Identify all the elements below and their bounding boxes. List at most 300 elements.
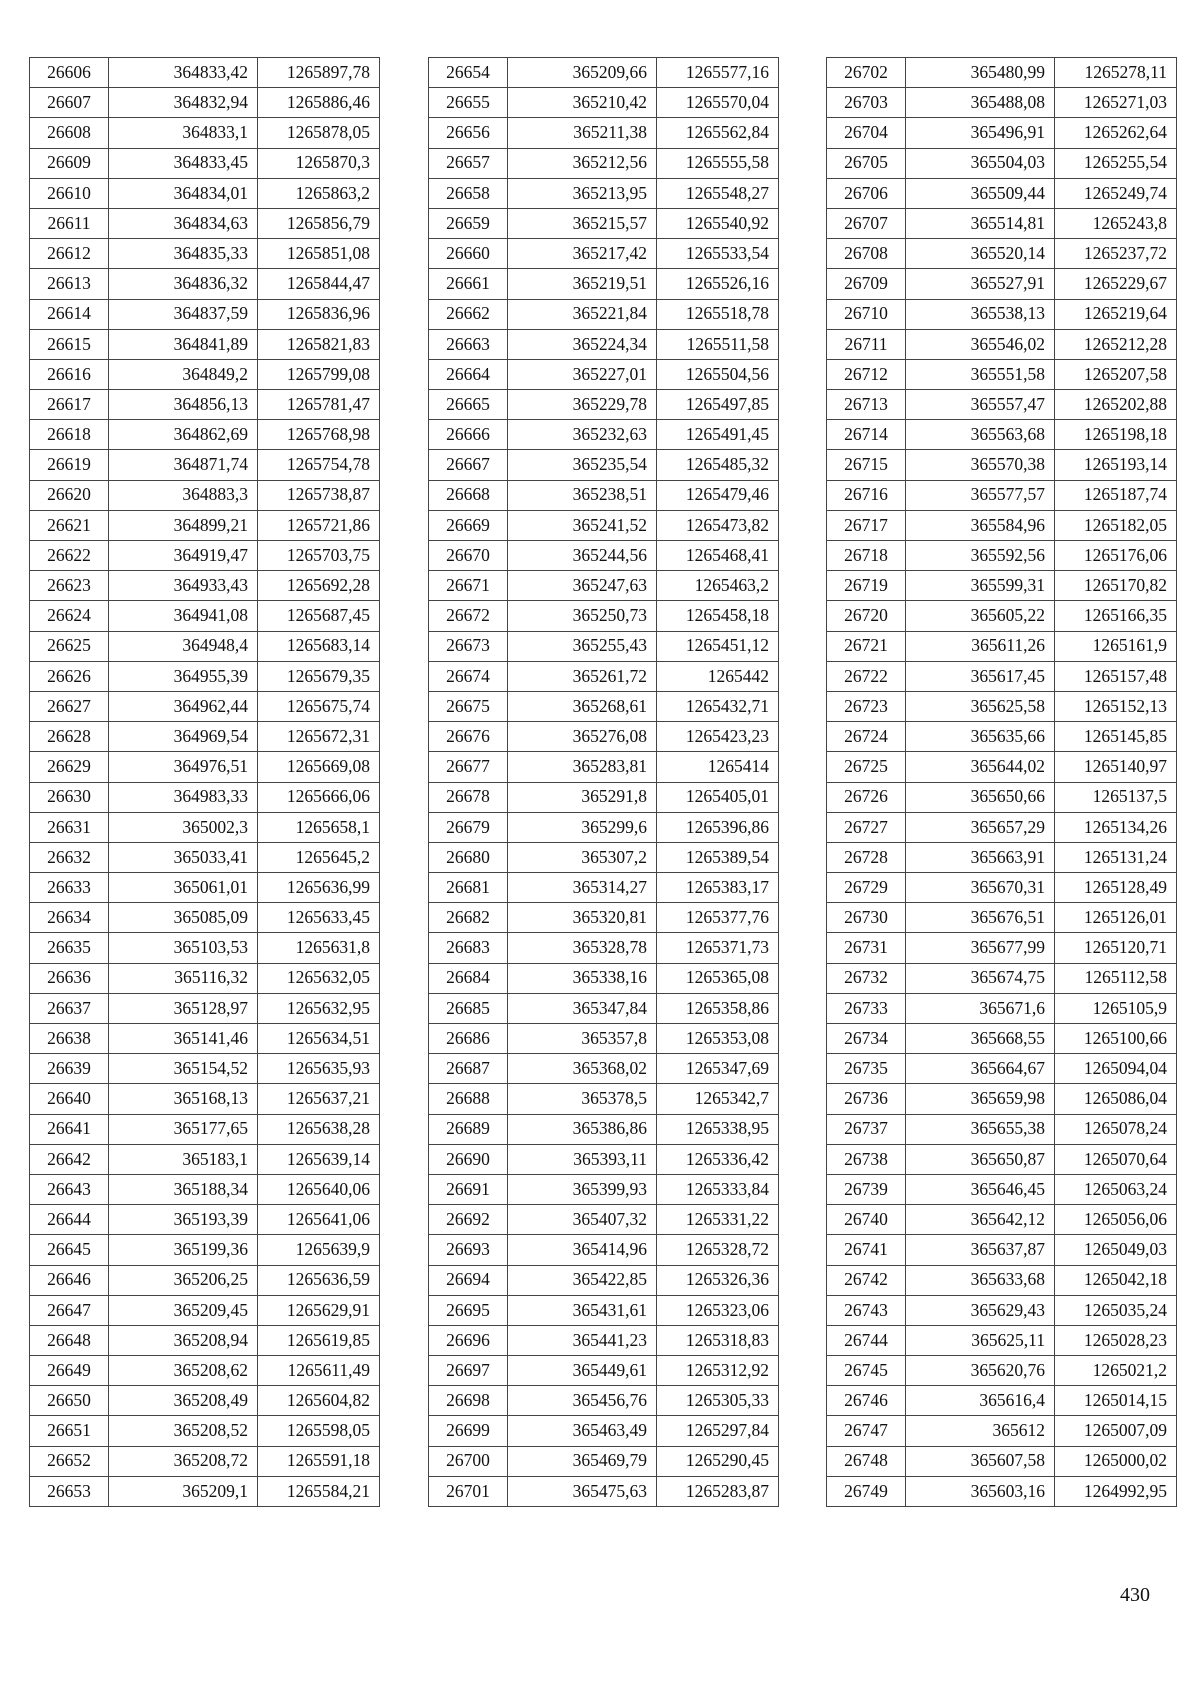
table-row	[429, 148, 779, 178]
table-row	[429, 752, 779, 782]
x-coordinate-cell: 365224,34	[508, 329, 657, 359]
point-number-cell: 26744	[827, 1325, 906, 1355]
x-coordinate-cell: 365504,03	[906, 148, 1055, 178]
x-coordinate-cell: 365546,02	[906, 329, 1055, 359]
x-coordinate-cell: 365209,45	[109, 1295, 258, 1325]
x-coordinate-cell: 365199,36	[109, 1235, 258, 1265]
x-coordinate-cell: 364871,74	[109, 450, 258, 480]
y-coordinate-cell: 1265229,67	[1055, 269, 1177, 299]
point-number-cell: 26662	[429, 299, 508, 329]
table-row	[827, 571, 1177, 601]
table-row	[429, 873, 779, 903]
x-coordinate-cell: 365227,01	[508, 359, 657, 389]
y-coordinate-cell: 1265451,12	[657, 631, 779, 661]
y-coordinate-cell: 1265342,7	[657, 1084, 779, 1114]
point-number-cell: 26702	[827, 58, 906, 88]
point-number-cell: 26664	[429, 359, 508, 389]
point-number-cell: 26707	[827, 208, 906, 238]
x-coordinate-cell: 364837,59	[109, 299, 258, 329]
point-number-cell: 26670	[429, 541, 508, 571]
table-row	[30, 420, 380, 450]
table-row	[827, 782, 1177, 812]
x-coordinate-cell: 364899,21	[109, 510, 258, 540]
point-number-cell: 26672	[429, 601, 508, 631]
y-coordinate-cell: 1265577,16	[657, 58, 779, 88]
table-row	[429, 239, 779, 269]
point-number-cell: 26738	[827, 1144, 906, 1174]
point-number-cell: 26716	[827, 480, 906, 510]
x-coordinate-cell: 365221,84	[508, 299, 657, 329]
x-coordinate-cell: 364833,1	[109, 118, 258, 148]
x-coordinate-cell: 365616,4	[906, 1386, 1055, 1416]
y-coordinate-cell: 1265338,95	[657, 1114, 779, 1144]
table-row	[429, 691, 779, 721]
y-coordinate-cell: 1265070,64	[1055, 1144, 1177, 1174]
x-coordinate-cell: 365208,94	[109, 1325, 258, 1355]
y-coordinate-cell: 1265632,05	[258, 963, 380, 993]
x-coordinate-cell: 365154,52	[109, 1054, 258, 1084]
x-coordinate-cell: 365612	[906, 1416, 1055, 1446]
y-coordinate-cell: 1265468,41	[657, 541, 779, 571]
y-coordinate-cell: 1265105,9	[1055, 993, 1177, 1023]
y-coordinate-cell: 1265152,13	[1055, 691, 1177, 721]
table-row	[429, 812, 779, 842]
y-coordinate-cell: 1265126,01	[1055, 903, 1177, 933]
y-coordinate-cell: 1265675,74	[258, 691, 380, 721]
table-row	[429, 1265, 779, 1295]
table-row	[827, 510, 1177, 540]
y-coordinate-cell: 1265641,06	[258, 1205, 380, 1235]
y-coordinate-cell: 1265383,17	[657, 873, 779, 903]
point-number-cell: 26718	[827, 541, 906, 571]
point-number-cell: 26709	[827, 269, 906, 299]
table-row	[827, 480, 1177, 510]
point-number-cell: 26685	[429, 993, 508, 1023]
table-row	[429, 963, 779, 993]
x-coordinate-cell: 365232,63	[508, 420, 657, 450]
point-number-cell: 26648	[30, 1325, 109, 1355]
table-row	[827, 661, 1177, 691]
point-number-cell: 26669	[429, 510, 508, 540]
point-number-cell: 26726	[827, 782, 906, 812]
point-number-cell: 26674	[429, 661, 508, 691]
x-coordinate-cell: 365307,2	[508, 842, 657, 872]
point-number-cell: 26693	[429, 1235, 508, 1265]
table-row	[30, 571, 380, 601]
point-number-cell: 26621	[30, 510, 109, 540]
x-coordinate-cell: 364955,39	[109, 661, 258, 691]
y-coordinate-cell: 1265078,24	[1055, 1114, 1177, 1144]
table-row	[827, 1084, 1177, 1114]
y-coordinate-cell: 1265687,45	[258, 601, 380, 631]
x-coordinate-cell: 364941,08	[109, 601, 258, 631]
point-number-cell: 26608	[30, 118, 109, 148]
y-coordinate-cell: 1265120,71	[1055, 933, 1177, 963]
table-row	[827, 1446, 1177, 1476]
table-row	[429, 299, 779, 329]
table-row	[30, 450, 380, 480]
point-number-cell: 26623	[30, 571, 109, 601]
point-number-cell: 26714	[827, 420, 906, 450]
x-coordinate-cell: 365605,22	[906, 601, 1055, 631]
point-number-cell: 26720	[827, 601, 906, 631]
point-number-cell: 26611	[30, 208, 109, 238]
point-number-cell: 26638	[30, 1024, 109, 1054]
table-row	[827, 873, 1177, 903]
y-coordinate-cell: 1265198,18	[1055, 420, 1177, 450]
table-row	[30, 208, 380, 238]
table-row	[429, 208, 779, 238]
point-number-cell: 26635	[30, 933, 109, 963]
point-number-cell: 26706	[827, 178, 906, 208]
x-coordinate-cell: 364883,3	[109, 480, 258, 510]
point-number-cell: 26619	[30, 450, 109, 480]
point-number-cell: 26668	[429, 480, 508, 510]
y-coordinate-cell: 1265312,92	[657, 1356, 779, 1386]
table-row	[429, 1084, 779, 1114]
point-number-cell: 26640	[30, 1084, 109, 1114]
y-coordinate-cell: 1265611,49	[258, 1356, 380, 1386]
y-coordinate-cell: 1265540,92	[657, 208, 779, 238]
point-number-cell: 26677	[429, 752, 508, 782]
y-coordinate-cell: 1265166,35	[1055, 601, 1177, 631]
point-number-cell: 26606	[30, 58, 109, 88]
point-number-cell: 26625	[30, 631, 109, 661]
table-row	[429, 661, 779, 691]
point-number-cell: 26735	[827, 1054, 906, 1084]
point-number-cell: 26737	[827, 1114, 906, 1144]
point-number-cell: 26641	[30, 1114, 109, 1144]
coordinate-table-2	[428, 57, 779, 1507]
point-number-cell: 26676	[429, 722, 508, 752]
y-coordinate-cell: 1265042,18	[1055, 1265, 1177, 1295]
y-coordinate-cell: 1265754,78	[258, 450, 380, 480]
point-number-cell: 26654	[429, 58, 508, 88]
point-number-cell: 26658	[429, 178, 508, 208]
x-coordinate-cell: 365320,81	[508, 903, 657, 933]
point-number-cell: 26653	[30, 1476, 109, 1506]
x-coordinate-cell: 365209,66	[508, 58, 657, 88]
x-coordinate-cell: 365456,76	[508, 1386, 657, 1416]
point-number-cell: 26727	[827, 812, 906, 842]
x-coordinate-cell: 365244,56	[508, 541, 657, 571]
y-coordinate-cell: 1265458,18	[657, 601, 779, 631]
table-row	[827, 420, 1177, 450]
y-coordinate-cell: 1265633,45	[258, 903, 380, 933]
y-coordinate-cell: 1265207,58	[1055, 359, 1177, 389]
point-number-cell: 26651	[30, 1416, 109, 1446]
point-number-cell: 26610	[30, 178, 109, 208]
table-row	[30, 752, 380, 782]
table-row	[827, 1054, 1177, 1084]
point-number-cell: 26724	[827, 722, 906, 752]
table-row	[429, 480, 779, 510]
table-row	[429, 450, 779, 480]
point-number-cell: 26630	[30, 782, 109, 812]
y-coordinate-cell: 1265193,14	[1055, 450, 1177, 480]
table-row	[827, 359, 1177, 389]
y-coordinate-cell: 1265134,26	[1055, 812, 1177, 842]
point-number-cell: 26739	[827, 1174, 906, 1204]
y-coordinate-cell: 1265604,82	[258, 1386, 380, 1416]
x-coordinate-cell: 365188,34	[109, 1174, 258, 1204]
point-number-cell: 26733	[827, 993, 906, 1023]
table-row	[30, 58, 380, 88]
y-coordinate-cell: 1265137,5	[1055, 782, 1177, 812]
x-coordinate-cell: 365557,47	[906, 390, 1055, 420]
table-row	[827, 1205, 1177, 1235]
x-coordinate-cell: 365212,56	[508, 148, 657, 178]
x-coordinate-cell: 365033,41	[109, 842, 258, 872]
y-coordinate-cell: 1265634,51	[258, 1024, 380, 1054]
x-coordinate-cell: 365177,65	[109, 1114, 258, 1144]
table-row	[429, 1356, 779, 1386]
x-coordinate-cell: 365527,91	[906, 269, 1055, 299]
y-coordinate-cell: 1265533,54	[657, 239, 779, 269]
point-number-cell: 26617	[30, 390, 109, 420]
table-row	[429, 1235, 779, 1265]
table-row	[30, 842, 380, 872]
y-coordinate-cell: 1265094,04	[1055, 1054, 1177, 1084]
table-row	[30, 903, 380, 933]
x-coordinate-cell: 365002,3	[109, 812, 258, 842]
table-row	[827, 450, 1177, 480]
y-coordinate-cell: 1265856,79	[258, 208, 380, 238]
table-row	[429, 1114, 779, 1144]
y-coordinate-cell: 1265237,72	[1055, 239, 1177, 269]
point-number-cell: 26749	[827, 1476, 906, 1506]
table-row	[827, 1476, 1177, 1506]
x-coordinate-cell: 365635,66	[906, 722, 1055, 752]
point-number-cell: 26643	[30, 1174, 109, 1204]
x-coordinate-cell: 365625,58	[906, 691, 1055, 721]
x-coordinate-cell: 365629,43	[906, 1295, 1055, 1325]
point-number-cell: 26725	[827, 752, 906, 782]
table-row	[30, 148, 380, 178]
y-coordinate-cell: 1265658,1	[258, 812, 380, 842]
x-coordinate-cell: 365211,38	[508, 118, 657, 148]
point-number-cell: 26705	[827, 148, 906, 178]
point-number-cell: 26659	[429, 208, 508, 238]
x-coordinate-cell: 365208,49	[109, 1386, 258, 1416]
x-coordinate-cell: 365235,54	[508, 450, 657, 480]
point-number-cell: 26612	[30, 239, 109, 269]
y-coordinate-cell: 1265290,45	[657, 1446, 779, 1476]
table-row	[30, 1325, 380, 1355]
y-coordinate-cell: 1265844,47	[258, 269, 380, 299]
y-coordinate-cell: 1265878,05	[258, 118, 380, 148]
y-coordinate-cell: 1265863,2	[258, 178, 380, 208]
point-number-cell: 26650	[30, 1386, 109, 1416]
y-coordinate-cell: 1265086,04	[1055, 1084, 1177, 1114]
point-number-cell: 26692	[429, 1205, 508, 1235]
y-coordinate-cell: 1265897,78	[258, 58, 380, 88]
x-coordinate-cell: 365085,09	[109, 903, 258, 933]
y-coordinate-cell: 1265442	[657, 661, 779, 691]
table-row	[827, 1265, 1177, 1295]
point-number-cell: 26634	[30, 903, 109, 933]
point-number-cell: 26613	[30, 269, 109, 299]
table-row	[827, 993, 1177, 1023]
point-number-cell: 26680	[429, 842, 508, 872]
x-coordinate-cell: 365646,45	[906, 1174, 1055, 1204]
x-coordinate-cell: 365247,63	[508, 571, 657, 601]
table-row	[827, 1174, 1177, 1204]
point-number-cell: 26652	[30, 1446, 109, 1476]
x-coordinate-cell: 365193,39	[109, 1205, 258, 1235]
x-coordinate-cell: 365577,57	[906, 480, 1055, 510]
point-number-cell: 26683	[429, 933, 508, 963]
table-row	[827, 1114, 1177, 1144]
table-row	[827, 1235, 1177, 1265]
y-coordinate-cell: 1265591,18	[258, 1446, 380, 1476]
y-coordinate-cell: 1265703,75	[258, 541, 380, 571]
table-row	[827, 239, 1177, 269]
x-coordinate-cell: 365538,13	[906, 299, 1055, 329]
table-row	[827, 1295, 1177, 1325]
point-number-cell: 26631	[30, 812, 109, 842]
table-row	[429, 359, 779, 389]
y-coordinate-cell: 1265271,03	[1055, 88, 1177, 118]
x-coordinate-cell: 364849,2	[109, 359, 258, 389]
x-coordinate-cell: 365219,51	[508, 269, 657, 299]
y-coordinate-cell: 1265584,21	[258, 1476, 380, 1506]
y-coordinate-cell: 1265170,82	[1055, 571, 1177, 601]
x-coordinate-cell: 365209,1	[109, 1476, 258, 1506]
point-number-cell: 26708	[827, 239, 906, 269]
x-coordinate-cell: 365255,43	[508, 631, 657, 661]
table-row	[429, 993, 779, 1023]
y-coordinate-cell: 1265396,86	[657, 812, 779, 842]
table-row	[30, 933, 380, 963]
table-row	[30, 993, 380, 1023]
table-row	[827, 88, 1177, 118]
table-row	[429, 390, 779, 420]
table-row	[827, 148, 1177, 178]
x-coordinate-cell: 364948,4	[109, 631, 258, 661]
table-row	[30, 390, 380, 420]
table-row	[30, 601, 380, 631]
point-number-cell: 26607	[30, 88, 109, 118]
x-coordinate-cell: 365514,81	[906, 208, 1055, 238]
y-coordinate-cell: 1265645,2	[258, 842, 380, 872]
x-coordinate-cell: 365407,32	[508, 1205, 657, 1235]
x-coordinate-cell: 365414,96	[508, 1235, 657, 1265]
point-number-cell: 26646	[30, 1265, 109, 1295]
x-coordinate-cell: 365241,52	[508, 510, 657, 540]
table-row	[429, 420, 779, 450]
table-row	[429, 1174, 779, 1204]
point-number-cell: 26660	[429, 239, 508, 269]
x-coordinate-cell: 365488,08	[906, 88, 1055, 118]
table-row	[429, 329, 779, 359]
x-coordinate-cell: 364835,33	[109, 239, 258, 269]
y-coordinate-cell: 1265028,23	[1055, 1325, 1177, 1355]
point-number-cell: 26723	[827, 691, 906, 721]
table-row	[429, 1386, 779, 1416]
x-coordinate-cell: 365599,31	[906, 571, 1055, 601]
point-number-cell: 26649	[30, 1356, 109, 1386]
y-coordinate-cell: 1265836,96	[258, 299, 380, 329]
table-row	[30, 480, 380, 510]
table-row	[827, 1386, 1177, 1416]
point-number-cell: 26717	[827, 510, 906, 540]
y-coordinate-cell: 1265637,21	[258, 1084, 380, 1114]
table-row	[30, 1024, 380, 1054]
x-coordinate-cell: 364983,33	[109, 782, 258, 812]
point-number-cell: 26691	[429, 1174, 508, 1204]
y-coordinate-cell: 1265333,84	[657, 1174, 779, 1204]
table-row	[429, 88, 779, 118]
table-row	[827, 269, 1177, 299]
x-coordinate-cell: 365637,87	[906, 1235, 1055, 1265]
table-row	[30, 269, 380, 299]
x-coordinate-cell: 365431,61	[508, 1295, 657, 1325]
x-coordinate-cell: 364856,13	[109, 390, 258, 420]
y-coordinate-cell: 1265721,86	[258, 510, 380, 540]
y-coordinate-cell: 1265672,31	[258, 722, 380, 752]
y-coordinate-cell: 1265389,54	[657, 842, 779, 872]
x-coordinate-cell: 365268,61	[508, 691, 657, 721]
y-coordinate-cell: 1265886,46	[258, 88, 380, 118]
y-coordinate-cell: 1265570,04	[657, 88, 779, 118]
y-coordinate-cell: 1265358,86	[657, 993, 779, 1023]
point-number-cell: 26620	[30, 480, 109, 510]
x-coordinate-cell: 365496,91	[906, 118, 1055, 148]
y-coordinate-cell: 1265112,58	[1055, 963, 1177, 993]
y-coordinate-cell: 1265666,06	[258, 782, 380, 812]
point-number-cell: 26698	[429, 1386, 508, 1416]
y-coordinate-cell: 1265619,85	[258, 1325, 380, 1355]
x-coordinate-cell: 365617,45	[906, 661, 1055, 691]
x-coordinate-cell: 365620,76	[906, 1356, 1055, 1386]
table-row	[429, 903, 779, 933]
y-coordinate-cell: 1265555,58	[657, 148, 779, 178]
x-coordinate-cell: 365469,79	[508, 1446, 657, 1476]
x-coordinate-cell: 365642,12	[906, 1205, 1055, 1235]
y-coordinate-cell: 1265518,78	[657, 299, 779, 329]
table-row	[30, 359, 380, 389]
table-row	[827, 1144, 1177, 1174]
table-row	[827, 903, 1177, 933]
table-row	[827, 601, 1177, 631]
table-row	[30, 88, 380, 118]
y-coordinate-cell: 1265328,72	[657, 1235, 779, 1265]
point-number-cell: 26616	[30, 359, 109, 389]
table-row	[30, 541, 380, 571]
x-coordinate-cell: 365208,72	[109, 1446, 258, 1476]
point-number-cell: 26678	[429, 782, 508, 812]
table-row	[429, 1024, 779, 1054]
table-row	[30, 782, 380, 812]
point-number-cell: 26713	[827, 390, 906, 420]
y-coordinate-cell: 1265768,98	[258, 420, 380, 450]
table-row	[30, 1054, 380, 1084]
x-coordinate-cell: 365563,68	[906, 420, 1055, 450]
point-number-cell: 26712	[827, 359, 906, 389]
y-coordinate-cell: 1265629,91	[258, 1295, 380, 1325]
x-coordinate-cell: 365347,84	[508, 993, 657, 1023]
table-row	[429, 1325, 779, 1355]
x-coordinate-cell: 365116,32	[109, 963, 258, 993]
x-coordinate-cell: 365208,62	[109, 1356, 258, 1386]
y-coordinate-cell: 1265638,28	[258, 1114, 380, 1144]
table-row	[30, 873, 380, 903]
table-row	[429, 631, 779, 661]
x-coordinate-cell: 365551,58	[906, 359, 1055, 389]
x-coordinate-cell: 365676,51	[906, 903, 1055, 933]
y-coordinate-cell: 1265297,84	[657, 1416, 779, 1446]
